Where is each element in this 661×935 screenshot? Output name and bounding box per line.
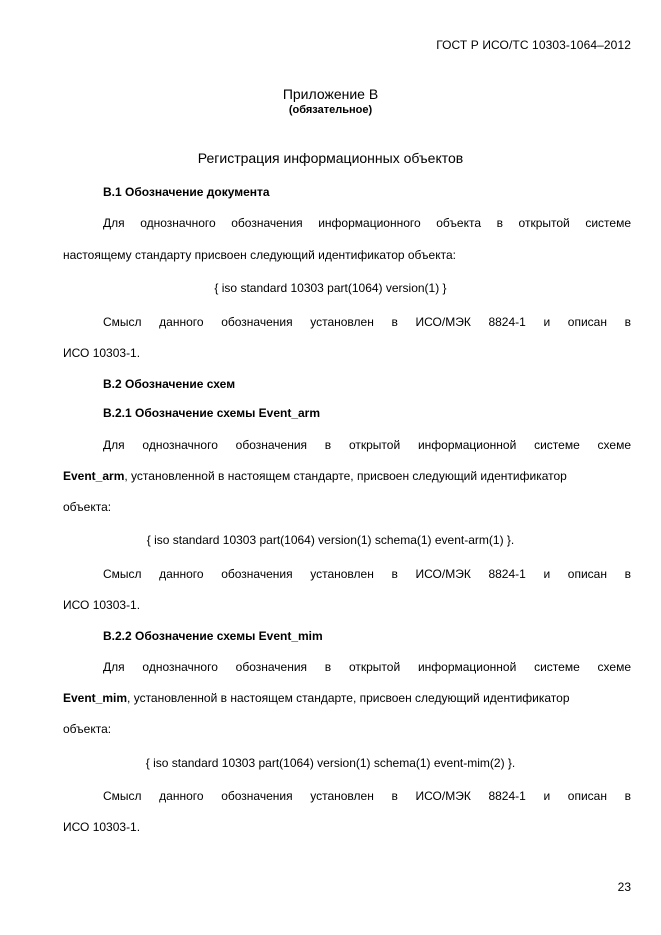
section-title: Регистрация информационных объектов — [197, 150, 464, 166]
heading-b21: В.2.1 Обозначение схемы Event_arm — [103, 406, 321, 420]
b22-paragraph1-line2-rest: , установленной в настоящем стандарте, присвоен следующий идентификатор — [127, 691, 570, 705]
b22-paragraph1-line2 — [63, 691, 631, 705]
b1-identifier: { iso standard 10303 part(1064) version(1) } — [214, 281, 447, 295]
b1-paragraph1-line2: настоящему стандарту присвоен следующий идентификатор объекта: — [63, 248, 456, 262]
appendix-subtitle: (обязательное) — [288, 104, 373, 116]
b1-paragraph2-line2: ИСО 10303-1. — [63, 346, 141, 360]
b1-paragraph1-line1: Для однозначного обозначения информационного объекта в открытой системе — [103, 216, 631, 230]
appendix-title: Приложение В — [282, 86, 379, 102]
b21-paragraph2-line2: ИСО 10303-1. — [63, 598, 141, 612]
b22-paragraph2-line1: Смысл данного обозначения установлен в ИСО/МЭК 8824-1 и описан в — [103, 789, 631, 803]
b21-schema-name: Event_arm — [63, 469, 125, 483]
b22-paragraph1-line3: объекта: — [63, 722, 112, 736]
page-number: 23 — [617, 880, 631, 894]
b22-identifier: { iso standard 10303 part(1064) version(1) schema(1) event-mim(2) }. — [145, 756, 516, 770]
b22-paragraph1-line1: Для однозначного обозначения в открытой информационной системе схеме — [103, 660, 631, 674]
document-code-header: ГОСТ Р ИСО/ТС 10303-1064–2012 — [436, 38, 631, 52]
b1-paragraph2-line1: Смысл данного обозначения установлен в ИСО/МЭК 8824-1 и описан в — [103, 315, 631, 329]
b22-paragraph2-line2: ИСО 10303-1. — [63, 820, 141, 834]
b21-paragraph2-line1: Смысл данного обозначения установлен в ИСО/МЭК 8824-1 и описан в — [103, 567, 631, 581]
b21-identifier: { iso standard 10303 part(1064) version(1) schema(1) event-arm(1) }. — [146, 533, 515, 547]
heading-b2: В.2 Обозначение схем — [103, 377, 236, 391]
b21-paragraph1-line2 — [63, 469, 631, 483]
b22-schema-name: Event_mim — [63, 691, 128, 705]
heading-b1: В.1 Обозначение документа — [103, 185, 270, 199]
b21-paragraph1-line3: объекта: — [63, 500, 112, 514]
b21-paragraph1-line2-rest: , установленной в настоящем стандарте, присвоен следующий идентификатор — [124, 469, 567, 483]
heading-b22: В.2.2 Обозначение схемы Event_mim — [103, 629, 323, 643]
b21-paragraph1-line1: Для однозначного обозначения в открытой информационной системе схеме — [103, 438, 631, 452]
